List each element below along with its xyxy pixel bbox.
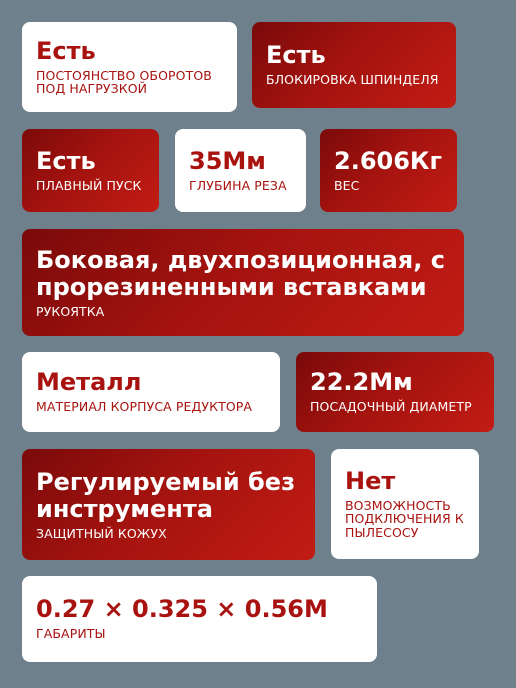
- spec-label: ПОСАДОЧНЫЙ ДИАМЕТР: [310, 399, 472, 415]
- spec-value: Нет: [345, 467, 396, 496]
- spec-value: 35Мм: [189, 146, 266, 175]
- spec-card-spindle-lock: [252, 22, 456, 108]
- spec-value: Регулируемый без инструмента: [36, 468, 296, 523]
- spec-value: Есть: [36, 36, 96, 65]
- spec-label: ГЛУБИНА РЕЗА: [189, 177, 287, 193]
- spec-value: Есть: [266, 41, 326, 70]
- spec-card-handle: [22, 229, 464, 336]
- spec-card-guard: [22, 449, 315, 560]
- spec-card-cut-depth: [175, 129, 306, 212]
- spec-label: БЛОКИРОВКА ШПИНДЕЛЯ: [266, 72, 439, 88]
- spec-value: Боковая, двухпозиционная, с прорезиненными вставками: [36, 246, 445, 301]
- spec-value: 22.2Мм: [310, 368, 413, 397]
- spec-card-dust-extraction: [331, 449, 479, 559]
- spec-label: МАТЕРИАЛ КОРПУСА РЕДУКТОРА: [36, 399, 253, 415]
- spec-card-dimensions: [22, 576, 377, 662]
- spec-card-arbor-diameter: [296, 352, 494, 432]
- spec-value: 2.606Кг: [334, 146, 443, 175]
- spec-card-weight: [320, 129, 457, 212]
- spec-label: ПЛАВНЫЙ ПУСК: [36, 177, 142, 193]
- spec-label: ГАБАРИТЫ: [36, 626, 106, 642]
- spec-label: ВЕС: [334, 177, 360, 193]
- spec-value: 0.27 × 0.325 × 0.56М: [36, 595, 328, 624]
- spec-value: Металл: [36, 368, 142, 397]
- spec-value: Есть: [36, 146, 96, 175]
- spec-label: ЗАЩИТНЫЙ КОЖУХ: [36, 525, 167, 541]
- spec-card-gearbox-material: [22, 352, 280, 432]
- spec-label: ВОЗМОЖНОСТЬ ПОДКЛЮЧЕНИЯ К ПЫЛЕСОСУ: [345, 498, 464, 540]
- spec-card-constant-speed: [22, 22, 237, 112]
- spec-card-soft-start: [22, 129, 159, 212]
- spec-label: РУКОЯТКА: [36, 303, 105, 319]
- spec-label: ПОСТОЯНСТВО ОБОРОТОВ ПОД НАГРУЗКОЙ: [36, 67, 212, 96]
